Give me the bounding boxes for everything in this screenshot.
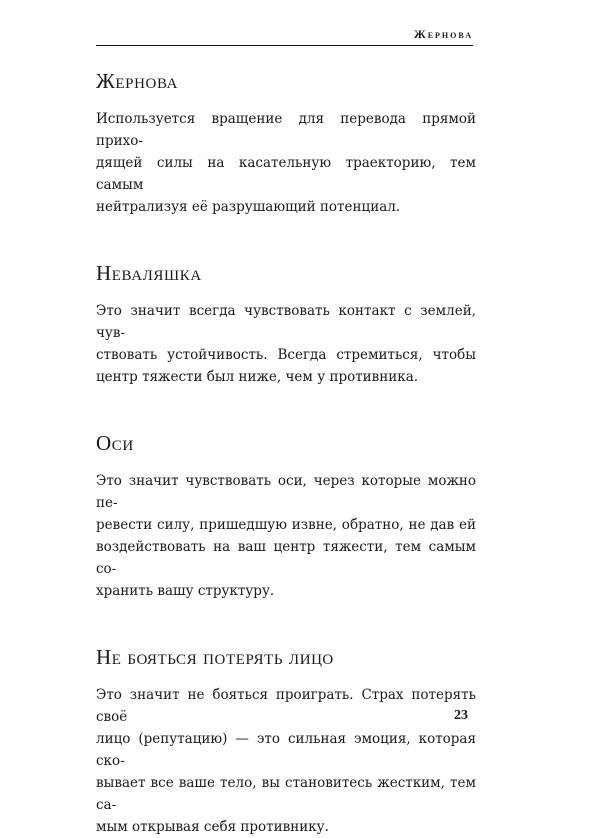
text-line: Это значит чувствовать оси, через которые можно пе- — [96, 473, 476, 511]
section-body — [96, 108, 476, 218]
section-title: Жернова — [96, 69, 179, 93]
section-zhernova — [96, 68, 476, 218]
section-body — [96, 300, 476, 388]
text-line: хранить вашу структуру. — [96, 583, 275, 599]
section-osi — [96, 430, 476, 602]
section-title: Оси — [96, 431, 134, 455]
section-title: Не бояться потерять лицо — [96, 645, 334, 669]
section-body — [96, 470, 476, 602]
text-line: ревести силу, пришедшую извне, обратно, не дав ей — [96, 517, 476, 533]
text-line: центр тяжести был ниже, чем у противника. — [96, 369, 419, 385]
text-line: вывает все ваше тело, вы становитесь жестким, тем са- — [96, 775, 476, 813]
text-line: Это значит всегда чувствовать контакт с землей, чув- — [96, 303, 476, 341]
text-line: Используется вращение для перевода прямой прихо- — [96, 111, 476, 149]
section-title: Неваляшка — [96, 261, 202, 285]
text-line: ствовать устойчивость. Всегда стремиться, чтобы — [96, 347, 476, 363]
text-line: лицо (репутацию) — это сильная эмоция, которая ско- — [96, 731, 476, 769]
section-nevalyashka — [96, 260, 476, 388]
text-line: воздействовать на ваш центр тяжести, тем самым со- — [96, 539, 476, 577]
page-content — [96, 68, 476, 838]
section-ne-boyatsya — [96, 644, 476, 838]
running-head: Жернова — [413, 27, 473, 41]
text-line: нейтрализуя её разрушающий потенциал. — [96, 199, 401, 215]
text-line: мым открывая себя противнику. — [96, 819, 329, 835]
text-line: Это значит не бояться проиграть. Страх потерять своё — [96, 687, 476, 725]
section-body — [96, 684, 476, 838]
text-line: дящей силы на касательную траекторию, тем самым — [96, 155, 476, 193]
header-rule — [96, 45, 473, 46]
page-number: 23 — [454, 708, 468, 723]
